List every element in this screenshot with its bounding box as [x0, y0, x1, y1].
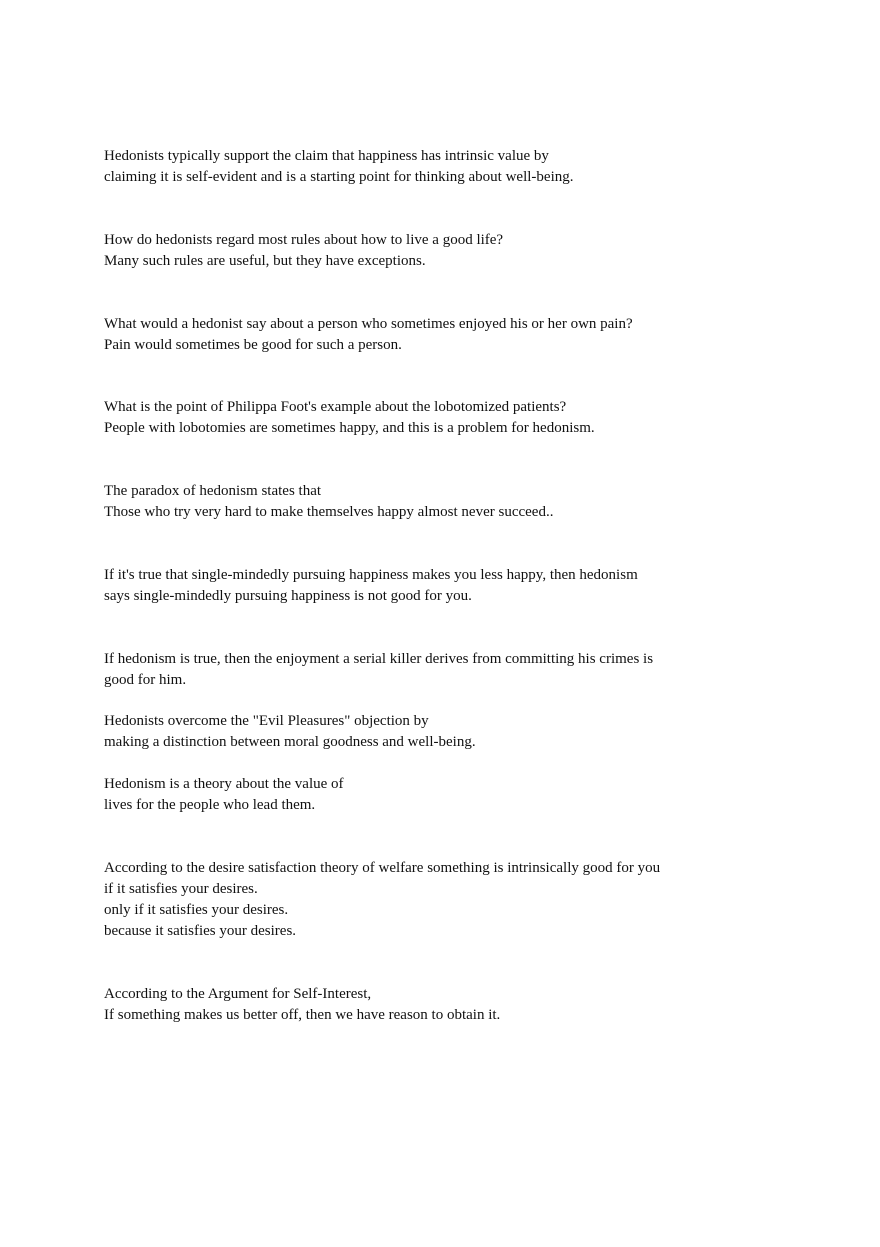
- text-line: Hedonists typically support the claim that happiness has intrinsic value by: [104, 148, 549, 164]
- text-line: If hedonism is true, then the enjoyment a serial killer derives from committing his crimes is: [104, 651, 654, 667]
- text-line: If something makes us better off, then we have reason to obtain it.: [104, 1007, 501, 1023]
- text-line: How do hedonists regard most rules about how to live a good life?: [104, 232, 504, 248]
- text-line: What is the point of Philippa Foot's example about the lobotomized patients?: [104, 399, 567, 415]
- text-line: Hedonists overcome the "Evil Pleasures" objection by: [104, 713, 429, 729]
- text-line: Those who try very hard to make themselves happy almost never succeed..: [104, 504, 554, 520]
- text-line: says single-mindedly pursuing happiness is not good for you.: [104, 588, 472, 604]
- text-line: claiming it is self-evident and is a starting point for thinking about well-being.: [104, 169, 574, 185]
- text-line: If it's true that single-mindedly pursuing happiness makes you less happy, then hedonism: [104, 567, 638, 583]
- text-line: What would a hedonist say about a person who sometimes enjoyed his or her own pain?: [104, 316, 633, 332]
- text-line: People with lobotomies are sometimes happy, and this is a problem for hedonism.: [104, 420, 595, 436]
- text-line: because it satisfies your desires.: [104, 923, 297, 939]
- text-line: The paradox of hedonism states that: [104, 483, 322, 499]
- text-line: only if it satisfies your desires.: [104, 902, 289, 918]
- text-line: Many such rules are useful, but they have exceptions.: [104, 253, 426, 269]
- text-line: making a distinction between moral goodness and well-being.: [104, 734, 476, 750]
- text-line: According to the Argument for Self-Interest,: [104, 986, 372, 1002]
- text-line: Hedonism is a theory about the value of: [104, 776, 344, 792]
- text-line: According to the desire satisfaction theory of welfare something is intrinsically good for you: [104, 860, 661, 876]
- text-line: good for him.: [104, 672, 187, 688]
- text-line: if it satisfies your desires.: [104, 881, 258, 897]
- text-line: lives for the people who lead them.: [104, 797, 316, 813]
- text-line: Pain would sometimes be good for such a person.: [104, 337, 402, 353]
